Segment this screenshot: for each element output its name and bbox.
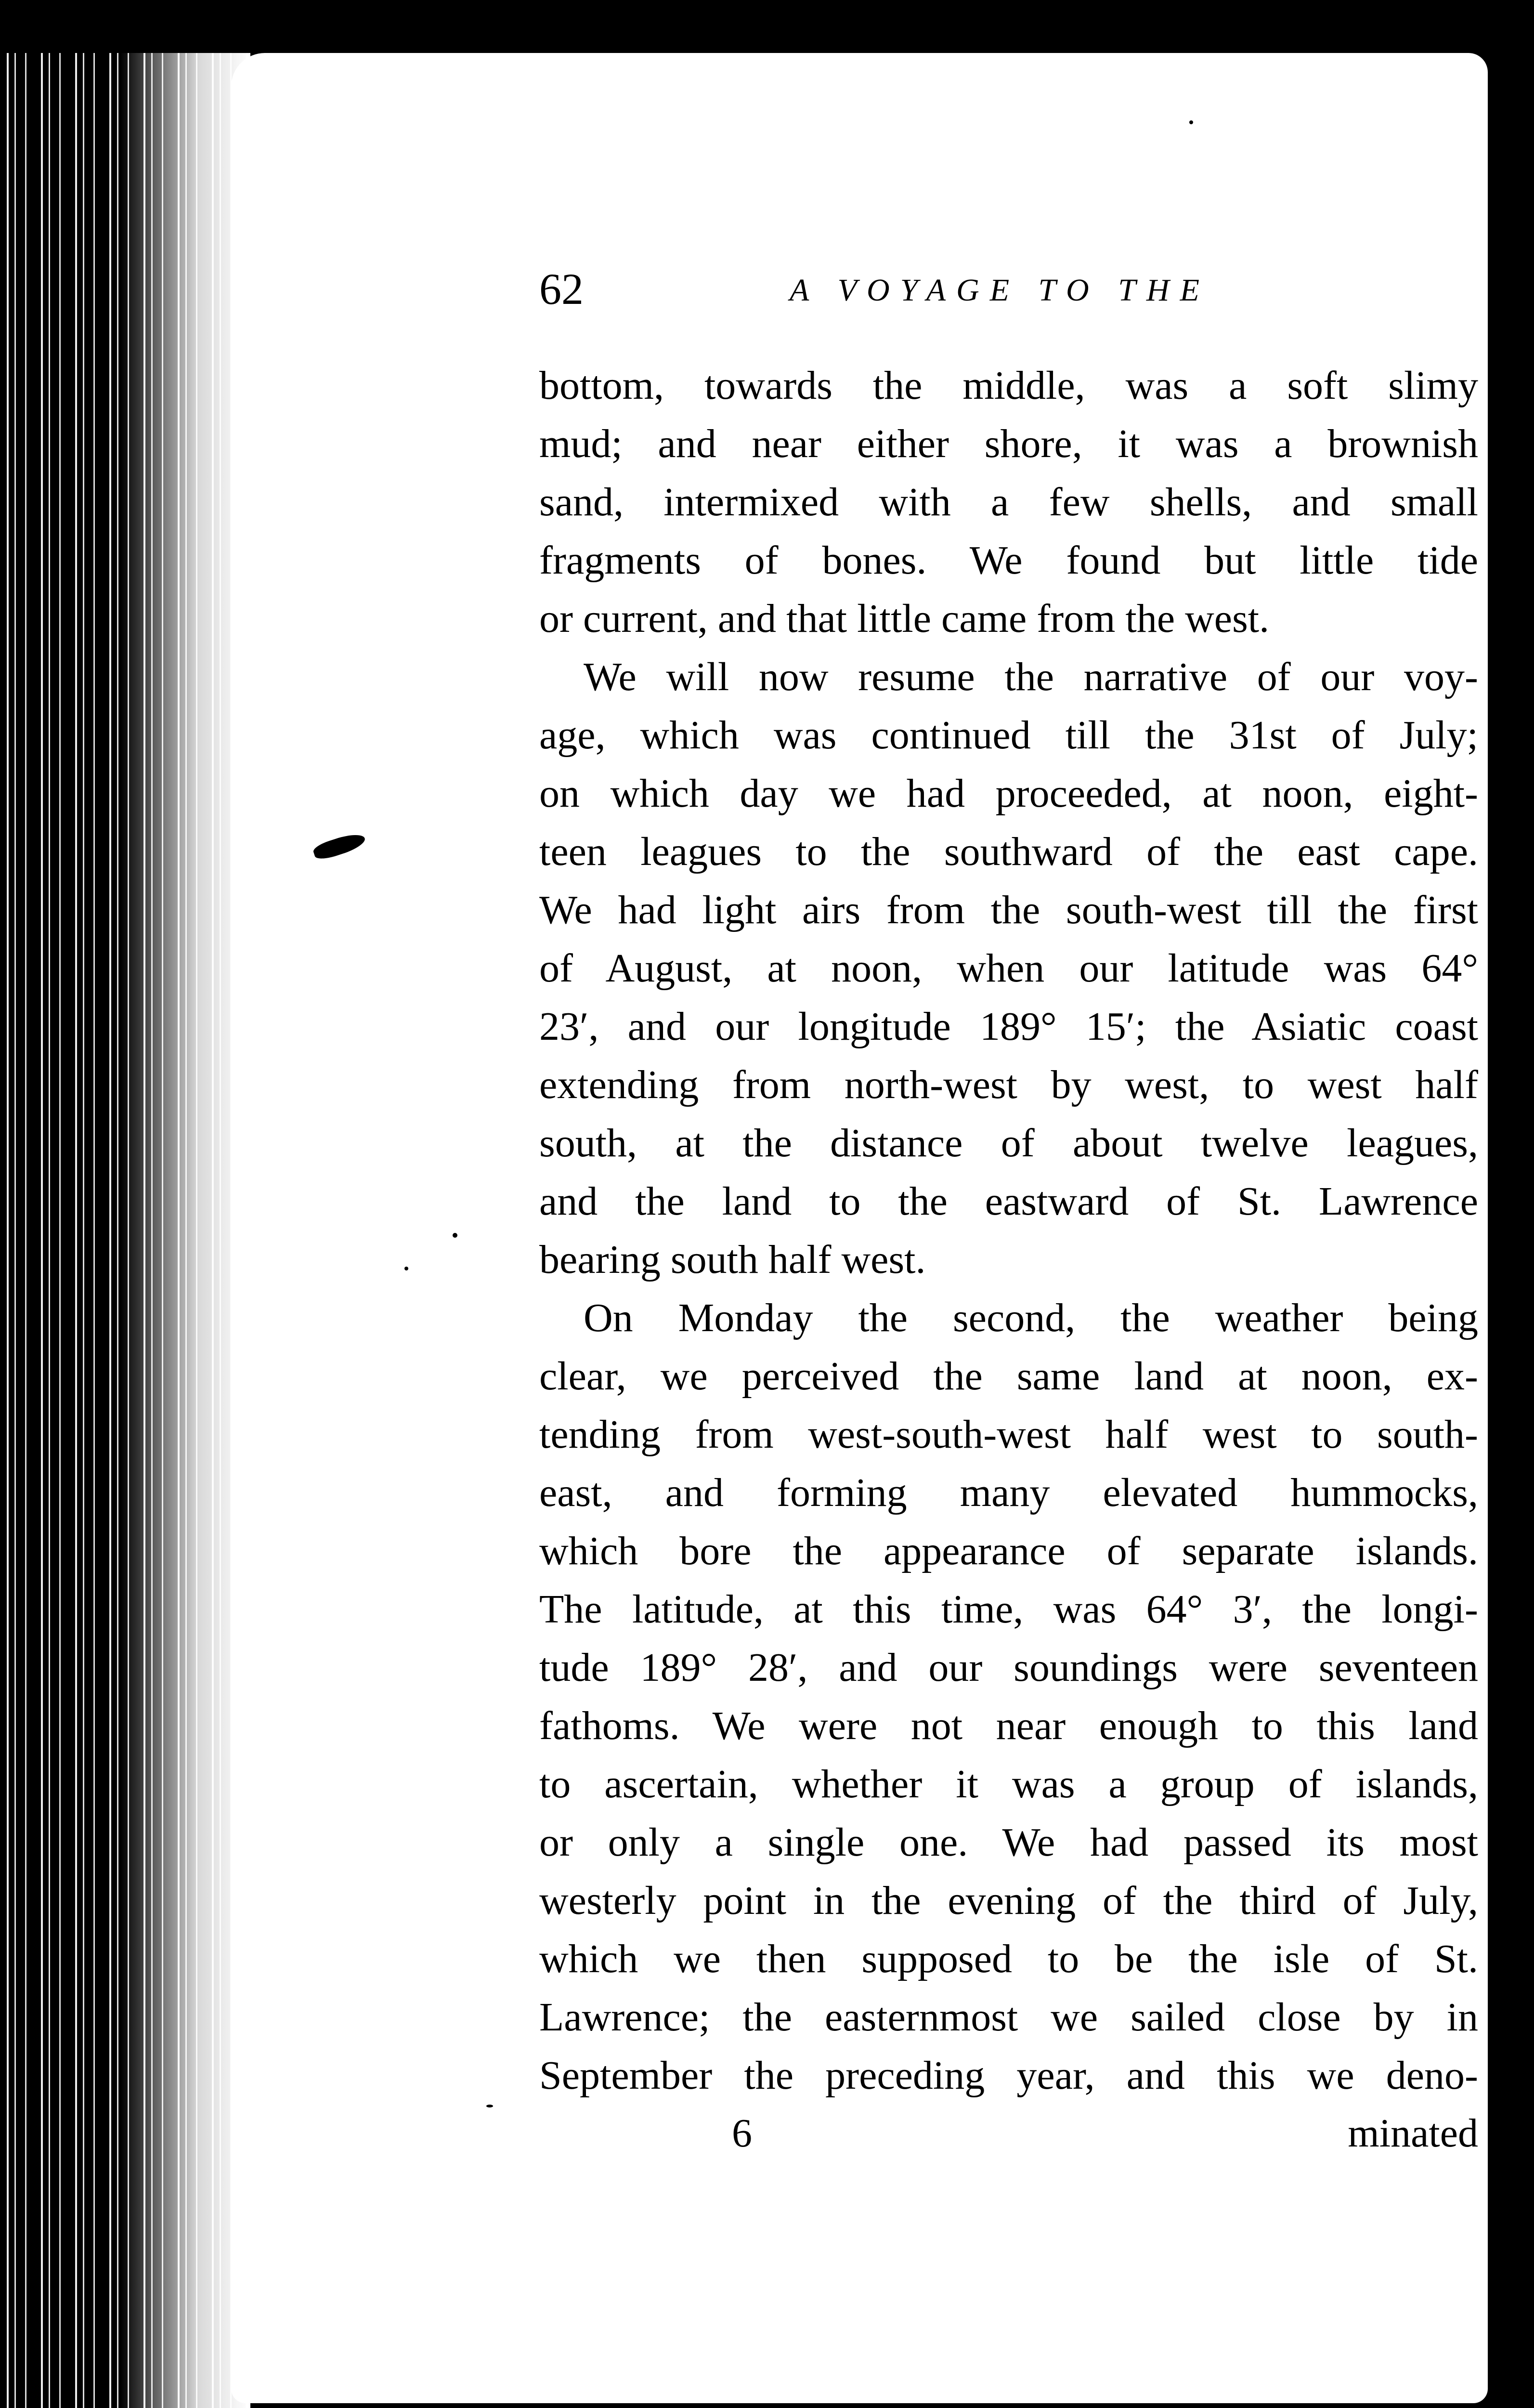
text-line: extending from north-west by west, to west half	[539, 1062, 1478, 1107]
text-line: on which day we had proceeded, at noon, eight-	[539, 771, 1478, 816]
text-line: which we then supposed to be the isle of St.	[539, 1937, 1478, 1981]
text-line: of August, at noon, when our latitude was 64°	[539, 946, 1478, 991]
text-line: or current, and that little came from the west.	[539, 596, 1270, 641]
text-line: September the preceding year, and this we deno-	[539, 2053, 1478, 2098]
speck-mark	[404, 1267, 408, 1270]
text-line: which bore the appearance of separate islands.	[539, 1529, 1478, 1573]
speck-mark	[486, 2105, 493, 2107]
text-line: east, and forming many elevated hummocks,	[539, 1470, 1478, 1515]
page-number: 62	[539, 264, 584, 314]
speck-mark	[453, 1233, 457, 1238]
signature-mark: 6	[732, 2111, 752, 2156]
text-line: fragments of bones. We found but little tide	[539, 538, 1478, 583]
speck-mark	[1189, 120, 1193, 124]
text-line: Lawrence; the easternmost we sailed close by in	[539, 1995, 1478, 2040]
catchword: minated	[1348, 2111, 1478, 2156]
text-line: bottom, towards the middle, was a soft slimy	[539, 363, 1478, 408]
text-line: tending from west-south-west half west to south-	[539, 1412, 1478, 1457]
text-line: tude 189° 28′, and our soundings were seventeen	[539, 1645, 1478, 1690]
text-line: mud; and near either shore, it was a brownish	[539, 421, 1478, 466]
text-line: age, which was continued till the 31st of July;	[539, 713, 1478, 758]
body-text	[539, 356, 1478, 2105]
text-line: or only a single one. We had passed its most	[539, 1820, 1478, 1865]
text-line: On Monday the second, the weather being	[584, 1296, 1478, 1340]
running-head	[539, 262, 1478, 315]
text-line: fathoms. We were not near enough to this land	[539, 1703, 1478, 1748]
text-line: westerly point in the evening of the third of July,	[539, 1878, 1478, 1923]
text-line: teen leagues to the southward of the east cape.	[539, 829, 1478, 874]
top-border	[0, 0, 1534, 53]
running-head-title: A VOYAGE TO THE	[790, 273, 1210, 308]
text-line: bearing south half west.	[539, 1237, 926, 1282]
text-line: The latitude, at this time, was 64° 3′, the longi-	[539, 1587, 1478, 1632]
text-line: We will now resume the narrative of our voy-	[584, 654, 1478, 699]
text-line: 23′, and our longitude 189° 15′; the Asiatic coast	[539, 1004, 1478, 1049]
text-line: and the land to the eastward of St. Lawrence	[539, 1179, 1478, 1224]
page-footer	[539, 2105, 1478, 2162]
text-line: We had light airs from the south-west till the first	[539, 888, 1478, 932]
text-line: clear, we perceived the same land at noon, ex-	[539, 1354, 1478, 1399]
text-line: sand, intermixed with a few shells, and small	[539, 480, 1478, 524]
text-line: south, at the distance of about twelve leagues,	[539, 1121, 1478, 1165]
text-line: to ascertain, whether it was a group of islands,	[539, 1762, 1478, 1806]
